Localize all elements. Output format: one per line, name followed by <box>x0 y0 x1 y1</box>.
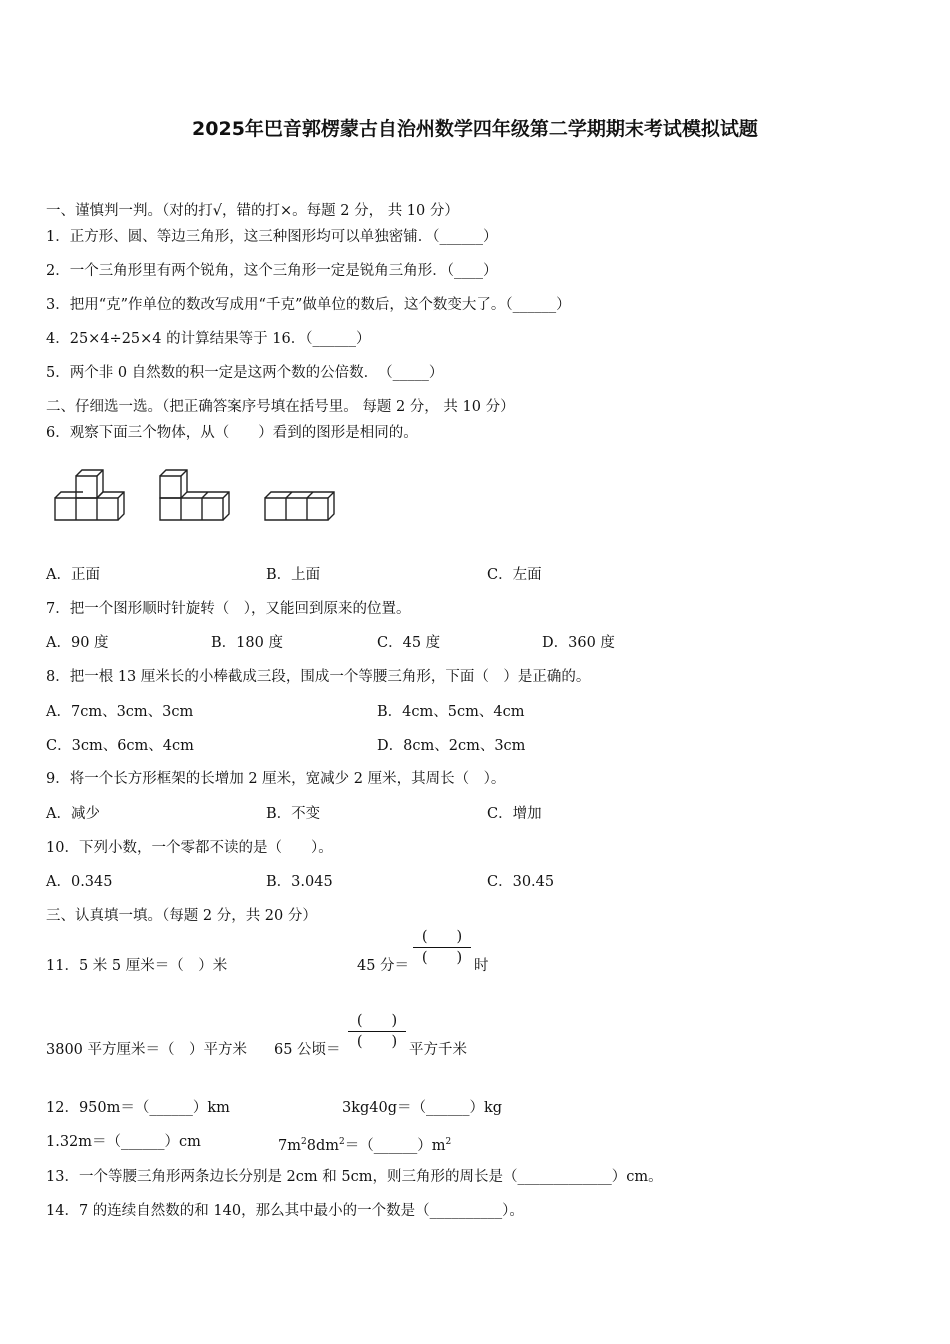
question-1: 1．正方形、圆、等边三角形，这三种图形均可以单独密铺．（______） <box>46 229 498 245</box>
question-4: 4．25×4÷25×4 的计算结果等于 16．（______） <box>46 331 371 347</box>
fraction-11d-numerator: ( ) <box>356 1013 398 1029</box>
q10-option-c: C．30.45 <box>487 874 555 890</box>
page-title: 2025年巴音郭楞蒙古自治州数学四年级第二学期期末考试模拟试题 <box>192 118 758 140</box>
question-12c: 1.32m＝（______）cm <box>46 1134 201 1150</box>
question-11b-prefix: 45 分＝ <box>357 958 410 974</box>
fraction-11b-denominator: ( ) <box>421 950 463 966</box>
question-2: 2．一个三角形里有两个锐角，这个三角形一定是锐角三角形．（____） <box>46 263 498 279</box>
q9-option-c: C．增加 <box>487 806 542 822</box>
q6-option-b: B．上面 <box>266 567 321 583</box>
q7-option-a: A．90 度 <box>46 635 109 651</box>
question-11b-suffix: 时 <box>474 958 489 974</box>
q6-option-c: C．左面 <box>487 567 542 583</box>
question-11c: 3800 平方厘米＝（ ）平方米 <box>46 1042 248 1058</box>
section2-heading: 二、仔细选一选。（把正确答案序号填在括号里。 每题 2 分， 共 10 分） <box>46 399 515 415</box>
question-12d: $7m^28dm^2=(\_\_\_\_\_\_)m^2$ <box>278 1137 452 1154</box>
q10-option-b: B．3.045 <box>266 874 333 890</box>
question-9: 9．将一个长方形框架的长增加 2 厘米，宽减少 2 厘米，其周长（ ）。 <box>46 771 506 787</box>
section1-heading: 一、谨慎判一判。（对的打√，错的打×。每题 2 分， 共 10 分） <box>46 203 459 219</box>
q9-option-a: A．减少 <box>46 806 100 822</box>
q7-option-b: B．180 度 <box>211 635 283 651</box>
q9-option-b: B．不变 <box>266 806 321 822</box>
question-12b: 3kg40g＝（______）kg <box>342 1100 503 1116</box>
cube-figure-3 <box>262 466 342 524</box>
cube-figure-2 <box>157 466 237 524</box>
q7-option-d: D．360 度 <box>542 635 615 651</box>
fraction-11b <box>413 927 471 968</box>
q8-option-c: C．3cm、6cm、4cm <box>46 738 194 754</box>
question-12a: 12．950m＝（______）km <box>46 1100 230 1116</box>
question-6: 6．观察下面三个物体，从（ ）看到的图形是相同的。 <box>46 425 418 441</box>
question-13: 13．一个等腰三角形两条边长分别是 2cm 和 5cm，则三角形的周长是（_____________）cm。 <box>46 1169 663 1185</box>
q10-option-a: A．0.345 <box>46 874 113 890</box>
question-3: 3．把用“克”作单位的数改写成用“千克”做单位的数后，这个数变大了。（______） <box>46 297 571 313</box>
section3-heading: 三、认真填一填。（每题 2 分，共 20 分） <box>46 908 317 924</box>
question-11d-suffix: 平方千米 <box>409 1042 467 1058</box>
question-8: 8．把一根 13 厘米长的小棒截成三段，围成一个等腰三角形，下面（ ）是正确的。 <box>46 669 591 685</box>
question-14: 14．7 的连续自然数的和 140，那么其中最小的一个数是（__________）。 <box>46 1203 524 1219</box>
fraction-11d-denominator: ( ) <box>356 1034 398 1050</box>
q6-option-a: A．正面 <box>46 567 100 583</box>
cube-figure-1 <box>52 466 132 524</box>
q8-option-d: D．8cm、2cm、3cm <box>377 738 526 754</box>
question-10: 10．下列小数，一个零都不读的是（ ）。 <box>46 840 333 856</box>
question-5: 5．两个非 0 自然数的积一定是这两个数的公倍数． （_____） <box>46 365 444 381</box>
fraction-11d <box>348 1011 406 1052</box>
fraction-11b-numerator: ( ) <box>421 929 463 945</box>
q8-option-b: B．4cm、5cm、4cm <box>377 704 525 720</box>
q7-option-c: C．45 度 <box>377 635 441 651</box>
question-11d-prefix: 65 公顷＝ <box>274 1042 341 1058</box>
q8-option-a: A．7cm、3cm、3cm <box>46 704 194 720</box>
question-11a: 11．5 米 5 厘米＝（ ）米 <box>46 958 228 974</box>
question-7: 7．把一个图形顺时针旋转（ ），又能回到原来的位置。 <box>46 601 411 617</box>
